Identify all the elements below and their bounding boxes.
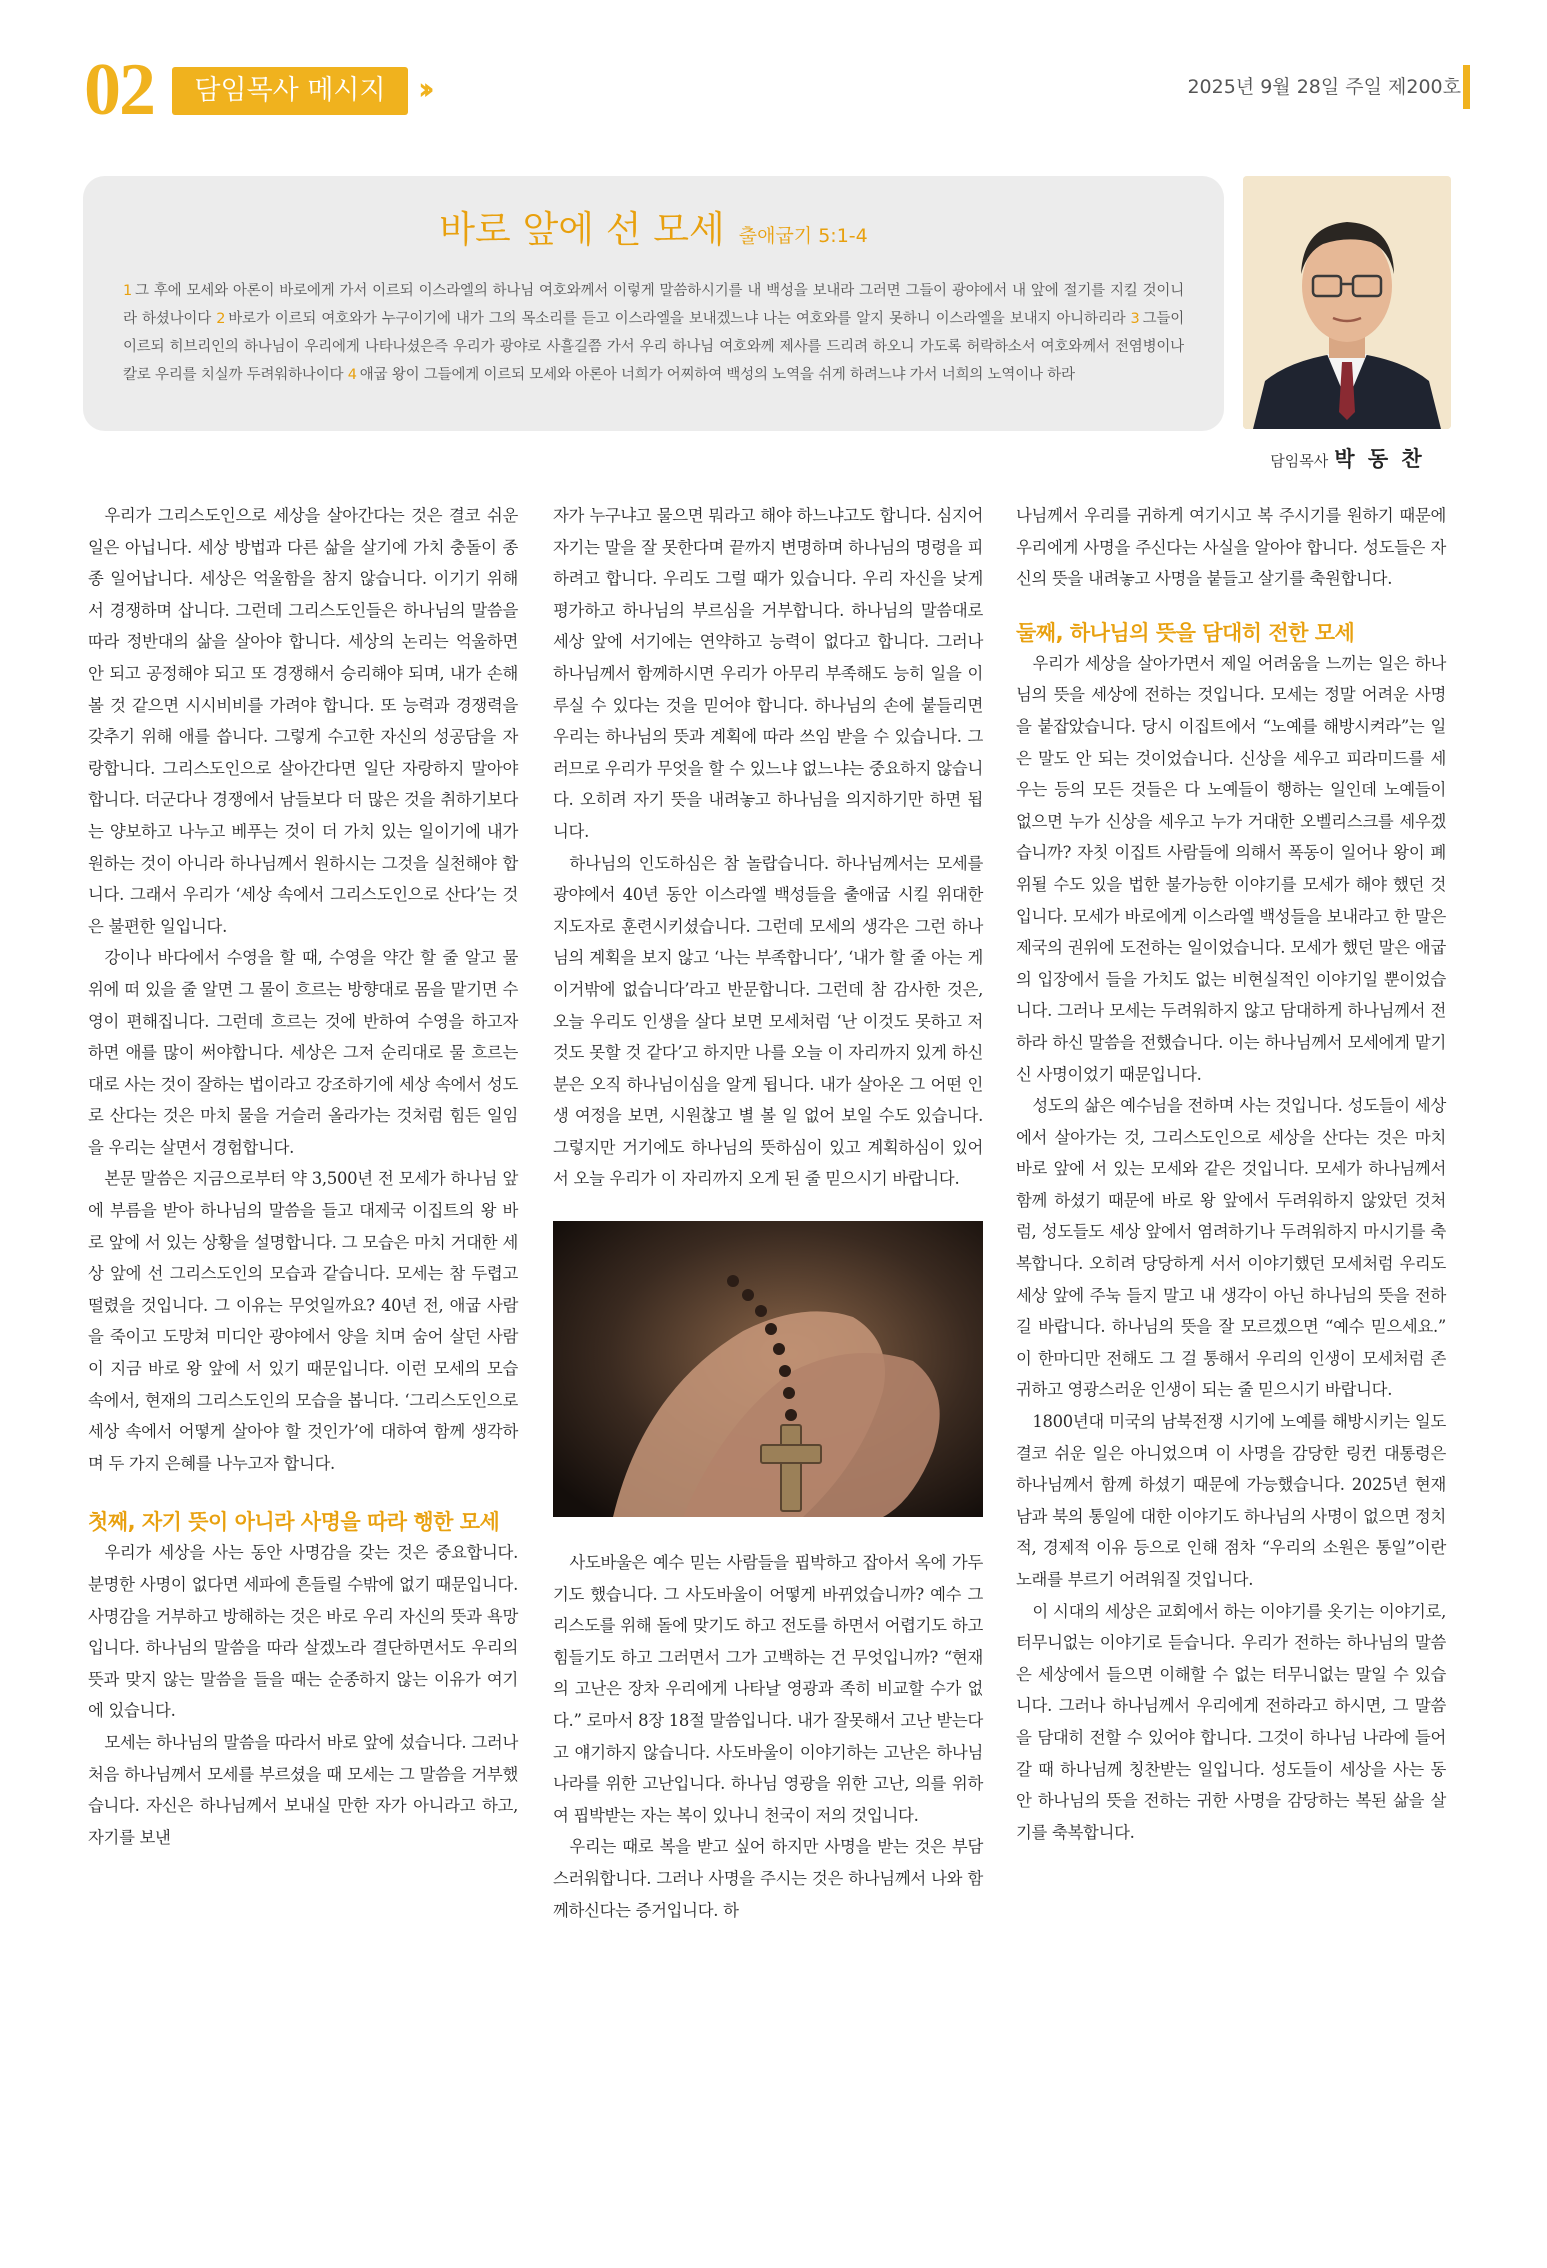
sermon-heading <box>83 206 1224 261</box>
sermon-title: 바로 앞에 선 모세 <box>439 208 725 251</box>
verse-text: 그들이 이르되 히브리인의 하나님이 우리에게 나타나셨은즉 우리가 광야로 사흘길쯤 가서 우리 하나님 여호와께 제사를 드리려 하오니 가도록 허락하소서 여호와께서 전염병이나 칼로 우리를 치실까 두려워하나이다 <box>123 311 1184 383</box>
verse-text: 애굽 왕이 그들에게 이르되 모세와 아론아 너희가 어찌하여 백성의 노역을 쉬게 하려느냐 가서 너희의 노역이나 하라 <box>359 367 1075 383</box>
subheading-first: 첫째, 자기 뜻이 아니라 사명을 따라 행한 모세 <box>88 1510 500 1535</box>
paragraph: 하나님의 인도하심은 참 놀랍습니다. 하나님께서는 모세를 광야에서 40년 동안 이스라엘 백성들을 출애굽 시킬 위대한 지도자로 훈련시키셨습니다. 그런데 모세의 생각은 그런 하나님의 계획을 보지 않고 ‘나는 부족합니다’, ‘내가 할 줄 아는 게 이거밖에 없습니다’라고 반문합니다. 그런데 참 감사한 것은, 오늘 우리도 인생을 살다 보면 모세처럼 ‘난 이것도 못하고 저것도 못할 것 같다’고 하지만 나를 오늘 이 자리까지 있게 하신 분은 오직 하나님이심을 알게 됩니다. 내가 살아온 그 어떤 인생 여정을 보면, 시원찮고 별 볼 일 없어 보일 수도 있습니다. 그렇지만 거기에도 하나님의 뜻하심이 있고 계획하심이 있어서 오늘 우리가 이 자리까지 오게 된 줄 믿으시기 바랍니다. <box>553 853 983 1189</box>
pastor-role: 담임목사 <box>1270 452 1329 470</box>
issue-accent-bar <box>1463 65 1470 109</box>
section-tag: 담임목사 메시지 <box>172 67 408 115</box>
praying-hands-rosary-image <box>553 1221 983 1517</box>
chevron-right-icon: ›› <box>418 72 427 107</box>
scripture-verses <box>123 277 1184 389</box>
article-column-3 <box>1016 500 1446 1848</box>
scripture-reference: 출애굽기 5:1-4 <box>738 225 868 247</box>
pastor-photo <box>1243 176 1451 429</box>
pastor-name: 박 동 찬 <box>1334 447 1425 471</box>
verse-text: 그 후에 모세와 아론이 바로에게 가서 이르되 이스라엘의 하나님 여호와께서 이렇게 말씀하시기를 내 백성을 보내라 그러면 그들이 광야에서 내 앞에 절기를 지킬 것이니라 하셨나이다 <box>123 283 1184 327</box>
paragraph: 성도의 삶은 예수님을 전하며 사는 것입니다. 성도들이 세상에서 살아가는 것, 그리스도인으로 세상을 산다는 것은 마치 바로 앞에 서 있는 모세와 같은 것입니다. 모세가 하나님께서 함께 하셨기 때문에 바로 왕 앞에서 두려워하지 않았던 것처럼, 성도들도 세상 앞에서 염려하기나 두려워하지 마시기를 축복합니다. 오히려 당당하게 서서 이야기했던 모세처럼 우리도 세상 앞에 주눅 들지 말고 내 생각이 아닌 하나님의 뜻을 전하길 바랍니다. 하나님의 뜻을 잘 모르겠으면 “예수 믿으세요.” 이 한마디만 전해도 그 걸 통해서 우리의 인생이 모세처럼 존귀하고 영광스러운 인생이 되는 줄 믿으시기 바랍니다. <box>1016 1096 1446 1400</box>
paragraph: 이 시대의 세상은 교회에서 하는 이야기를 옷기는 이야기로, 터무니없는 이야기로 듣습니다. 우리가 전하는 하나님의 말씀은 세상에서 들으면 이해할 수 없는 터무니없는 말일 수 있습니다. 그러나 하나님께서 우리에게 전하라고 하시면, 그 말씀을 담대히 전할 수 있어야 합니다. 그것이 하나님 나라에 들어갈 때 하나님께 칭찬받는 일입니다. 성도들이 세상을 사는 동안 하나님의 뜻을 전하는 귀한 사명을 감당하는 복된 삶을 살기를 축복합니다. <box>1016 1601 1446 1842</box>
verse-number: 4 <box>347 367 357 383</box>
paragraph: 나님께서 우리를 귀하게 여기시고 복 주시기를 원하기 때문에 우리에게 사명을 주신다는 사실을 알아야 합니다. 성도들은 자신의 뜻을 내려놓고 사명을 붙들고 살기를 축원합니다. <box>1016 506 1446 589</box>
article-column-1 <box>88 500 518 1853</box>
paragraph: 본문 말씀은 지금으로부터 약 3,500년 전 모세가 하나님 앞에 부름을 받아 하나님의 말씀을 들고 대제국 이집트의 왕 바로 앞에 서 있는 상황을 설명합니다. 그 모습은 마치 거대한 세상 앞에 선 그리스도인의 모습과 같습니다. 모세는 참 두렵고 떨렸을 것입니다. 그 이유는 무엇일까요? 40년 전, 애굽 사람을 죽이고 도망쳐 미디안 광야에서 양을 치며 숨어 살던 사람이 지금 바로 왕 앞에 서 있기 때문입니다. 이런 모세의 모습 속에서, 현재의 그리스도인의 모습을 봅니다. ‘그리스도인으로 세상 속에서 어떻게 살아야 할 것인가’에 대하여 함께 생각하며 두 가지 은혜를 나누고자 합니다. <box>88 1169 518 1473</box>
page-number: 02 <box>84 49 154 131</box>
paragraph: 사도바울은 예수 믿는 사람들을 핍박하고 잡아서 옥에 가두기도 했습니다. 그 사도바울이 어떻게 바뀌었습니까? 예수 그리스도를 위해 돌에 맞기도 하고 전도를 하면서 어렵기도 하고 힘들기도 하고 그러면서 그가 고백하는 건 무엇입니까? “현재의 고난은 장차 우리에게 나타날 영광과 족히 비교할 수가 없다.” 로마서 8장 18절 말씀입니다. 내가 잘못해서 고난 받는다고 얘기하지 않습니다. 사도바울이 이야기하는 고난은 하나님 나라를 위한 고난입니다. 하나님 영광을 위한 고난, 의를 위하여 핍박받는 자는 복이 있나니 천국이 저의 것입니다. <box>553 1553 983 1825</box>
verse-text: 바로가 이르되 여호와가 누구이기에 내가 그의 목소리를 듣고 이스라엘을 보내겠느냐 나는 여호와를 알지 못하니 이스라엘을 보내지 아니하리라 <box>228 311 1126 327</box>
scripture-box <box>83 176 1224 431</box>
paragraph: 우리가 세상을 사는 동안 사명감을 갖는 것은 중요합니다. 분명한 사명이 없다면 세파에 흔들릴 수밖에 없기 때문입니다. 사명감을 거부하고 방해하는 것은 바로 우리 자신의 뜻과 욕망입니다. 하나님의 말씀을 따라 살겠노라 결단하면서도 우리의 뜻과 맞지 않는 말씀을 들을 때는 순종하지 않는 이유가 여기에 있습니다. <box>88 1543 518 1721</box>
pastor-caption <box>1240 444 1455 476</box>
paragraph: 우리가 그리스도인으로 세상을 살아간다는 것은 결코 쉬운 일은 아닙니다. 세상 방법과 다른 삶을 살기에 가치 충돌이 종종 일어납니다. 세상은 억울함을 참지 않습니다. 이기기 위해서 경쟁하며 삽니다. 그런데 그리스도인들은 하나님의 말씀을 따라 정반대의 삶을 살아야 합니다. 세상의 논리는 억울하면 안 되고 공정해야 되고 또 경쟁해서 승리해야 되며, 내가 손해 볼 것 같으면 시시비비를 가려야 합니다. 또 능력과 경쟁력을 갖추기 위해 애를 씁니다. 그렇게 수고한 자신의 성공담을 자랑합니다. 그리스도인으로 살아간다면 일단 자랑하지 말아야 합니다. 더군다나 경쟁에서 남들보다 더 많은 것을 취하기보다는 양보하고 나누고 베푸는 것이 더 가치 있는 일이기에 내가 원하는 것이 아니라 하나님께서 원하시는 그것을 실천해야 합니다. 그래서 우리가 ‘세상 속에서 그리스도인으로 산다’는 것은 불편한 일입니다. <box>88 506 518 936</box>
paragraph: 우리는 때로 복을 받고 싶어 하지만 사명을 받는 것은 부담스러워합니다. 그러나 사명을 주시는 것은 하나님께서 나와 함께하신다는 증거입니다. 하 <box>553 1837 983 1920</box>
rosary-photo <box>553 1221 983 1517</box>
issue-date: 2025년 9월 28일 주일 제200호 <box>1187 76 1461 98</box>
paragraph: 강이나 바다에서 수영을 할 때, 수영을 약간 할 줄 알고 물 위에 떠 있을 줄 알면 그 물이 흐르는 방향대로 몸을 맡기면 수영이 편해집니다. 그런데 흐르는 것에 반하여 수영을 하고자 하면 애를 많이 써야합니다. 세상은 그저 순리대로 물 흐르는 대로 사는 것이 잘하는 법이라고 강조하기에 세상 속에서 성도로 산다는 것은 마치 물을 거슬러 올라가는 것처럼 힘든 일임을 우리는 살면서 경험합니다. <box>88 948 518 1157</box>
paragraph: 자가 누구냐고 물으면 뭐라고 해야 하느냐고도 합니다. 심지어 자기는 말을 잘 못한다며 끝까지 변명하며 하나님의 명령을 피하려고 합니다. 우리도 그럴 때가 있습니다. 우리 자신을 낮게 평가하고 하나님의 부르심을 거부합니다. 하나님의 말씀대로 세상 앞에 서기에는 연약하고 능력이 없다고 합니다. 그러나 하나님께서 함께하시면 우리가 아무리 부족해도 능히 일을 이루실 수 있다는 것을 믿어야 합니다. 하나님의 손에 붙들리면 우리는 하나님의 뜻과 계획에 따라 쓰임 받을 수 있습니다. 그러므로 우리가 무엇을 할 수 있느냐 없느냐는 중요하지 않습니다. 오히려 자기 뜻을 내려놓고 하나님을 의지하기만 하면 됩니다. <box>553 506 983 841</box>
pastor-portrait-image <box>1243 176 1451 429</box>
subheading-second: 둘째, 하나님의 뜻을 담대히 전한 모세 <box>1016 620 1355 645</box>
verse-number: 2 <box>216 311 226 327</box>
verse-number: 1 <box>123 283 133 299</box>
article-column-2 <box>553 500 983 1926</box>
verse-number: 3 <box>1130 311 1140 327</box>
paragraph: 우리가 세상을 살아가면서 제일 어려움을 느끼는 일은 하나님의 뜻을 세상에 전하는 것입니다. 모세는 정말 어려운 사명을 붙잡았습니다. 당시 이집트에서 “노예를 해방시켜라”는 일은 말도 안 되는 것이었습니다. 신상을 세우고 피라미드를 세우는 등의 모든 것들은 다 노예들이 행하는 일인데 노예들이 없으면 누가 신상을 세우고 누가 거대한 오벨리스크를 세우겠습니까? 자칫 이집트 사람들에 의해서 폭동이 일어나 왕이 폐위될 수도 있을 법한 불가능한 이야기를 모세가 해야 했던 것입니다. 모세가 바로에게 이스라엘 백성들을 보내라고 한 말은 제국의 권위에 도전하는 일이었습니다. 모세가 했던 말은 애굽의 입장에서 들을 가치도 없는 비현실적인 이야기일 뿐이었습니다. 그러나 모세는 두려워하지 않고 담대하게 하나님께서 전하라 하신 말씀을 전했습니다. 이는 하나님께서 모세에게 맡기신 사명이었기 때문입니다. <box>1016 653 1446 1084</box>
paragraph: 모세는 하나님의 말씀을 따라서 바로 앞에 섰습니다. 그러나 처음 하나님께서 모세를 부르셨을 때 모세는 그 말씀을 거부했습니다. 자신은 하나님께서 보내실 만한 자가 아니라고 하고, 자기를 보낸 <box>88 1732 518 1847</box>
paragraph: 1800년대 미국의 남북전쟁 시기에 노예를 해방시키는 일도 결코 쉬운 일은 아니었으며 이 사명을 감당한 링컨 대통령은 하나님께서 함께 하셨기 때문에 가능했습니다. 2025년 현재 남과 북의 통일에 대한 이야기도 하나님의 사명이 없으면 정치적, 경제적 이유 등으로 인해 점차 “우리의 소원은 통일”이란 노래를 부르기 어려워질 것입니다. <box>1016 1412 1446 1589</box>
